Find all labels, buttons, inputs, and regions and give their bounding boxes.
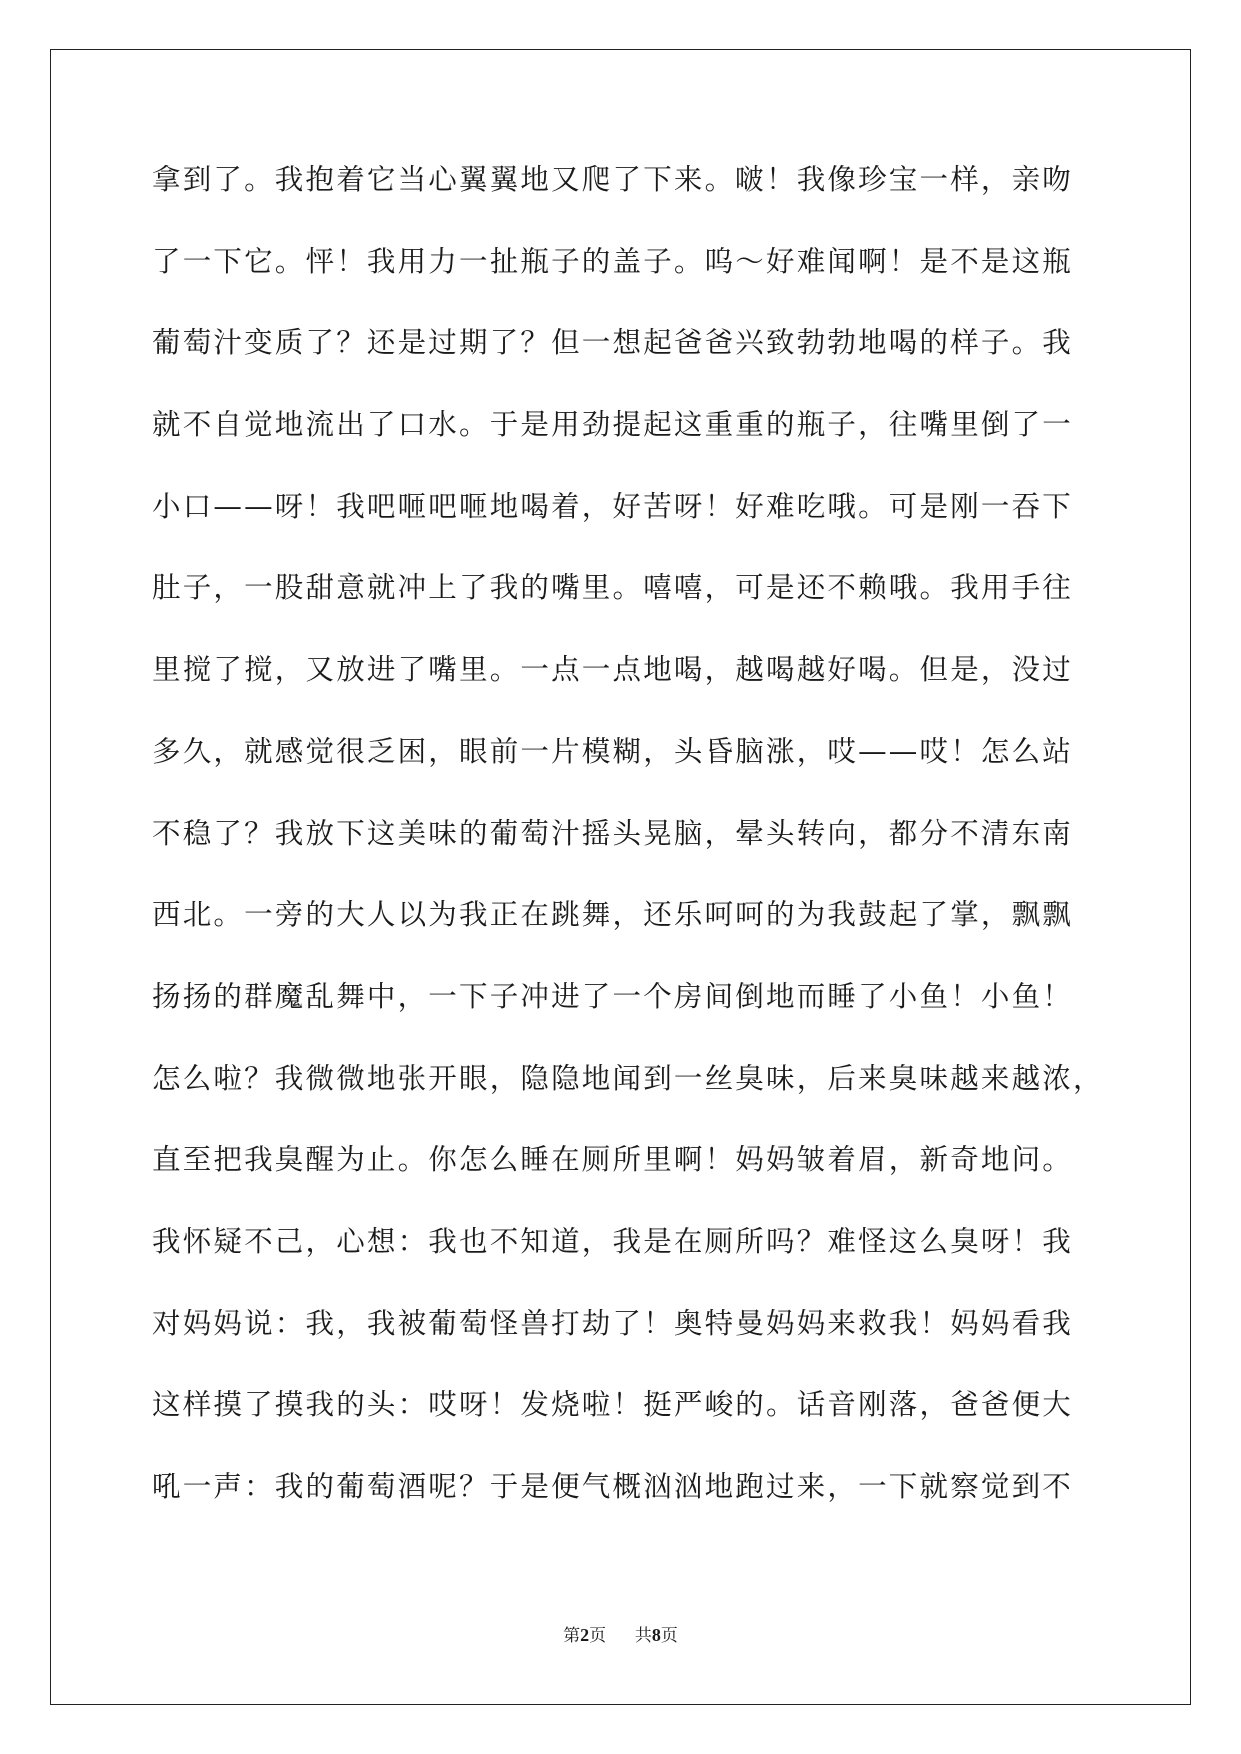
text-line: 小口——呀！我吧咂吧咂地喝着，好苦呀！好难吃哦。可是刚一吞下 <box>152 489 1074 523</box>
text-line: 了一下它。怦！我用力一扯瓶子的盖子。呜～好难闻啊！是不是这瓶 <box>152 244 1074 278</box>
text-line: 这样摸了摸我的头：哎呀！发烧啦！挺严峻的。话音刚落，爸爸便大 <box>152 1388 1074 1422</box>
text-line: 拿到了。我抱着它当心翼翼地又爬了下来。啵！我像珍宝一样，亲吻 <box>152 163 1074 196</box>
page-footer <box>0 1621 1241 1646</box>
text-line: 多久，就感觉很乏困，眼前一片模糊，头昏脑涨，哎——哎！怎么站 <box>152 734 1074 768</box>
page-number: 第2页 <box>563 1625 607 1646</box>
page-total: 共8页 <box>634 1625 678 1646</box>
text-line: 就不自觉地流出了口水。于是用劲提起这重重的瓶子，往嘴里倒了一 <box>152 408 1074 442</box>
text-line: 葡萄汁变质了？还是过期了？但一想起爸爸兴致勃勃地喝的样子。我 <box>152 326 1074 360</box>
text-line: 肚子，一股甜意就冲上了我的嘴里。嘻嘻，可是还不赖哦。我用手往 <box>152 571 1074 605</box>
text-line: 吼一声：我的葡萄酒呢？于是便气概汹汹地跑过来，一下就察觉到不 <box>152 1470 1074 1503</box>
text-line: 西北。一旁的大人以为我正在跳舞，还乐呵呵的为我鼓起了掌，飘飘 <box>152 898 1074 932</box>
text-line: 直至把我臭醒为止。你怎么睡在厕所里啊！妈妈皱着眉，新奇地问。 <box>152 1143 1074 1177</box>
text-line: 怎么啦？我微微地张开眼，隐隐地闻到一丝臭味，后来臭味越来越浓， <box>152 1061 1104 1095</box>
text-line: 我怀疑不己，心想：我也不知道，我是在厕所吗？难怪这么臭呀！我 <box>152 1224 1074 1258</box>
text-line: 对妈妈说：我，我被葡萄怪兽打劫了！奥特曼妈妈来救我！妈妈看我 <box>152 1306 1074 1340</box>
text-line: 里搅了搅，又放进了嘴里。一点一点地喝，越喝越好喝。但是，没过 <box>152 653 1074 687</box>
text-line: 不稳了？我放下这美味的葡萄汁摇头晃脑，晕头转向，都分不清东南 <box>152 816 1074 850</box>
document-body <box>152 160 1112 1549</box>
text-line: 扬扬的群魔乱舞中，一下子冲进了一个房间倒地而睡了小鱼！小鱼！ <box>152 979 1074 1013</box>
